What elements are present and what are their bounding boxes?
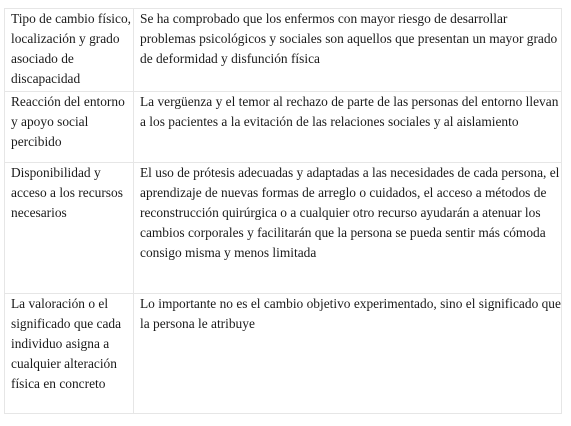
description-cell xyxy=(134,294,562,414)
table-row xyxy=(5,92,562,163)
factor-text: Reacción del entorno y apoyo social percibido xyxy=(11,94,125,149)
description-text: La vergüenza y el temor al rechazo de parte de las personas del entorno llevan a los pacientes a la evitación de las relaciones sociales y al aislamiento xyxy=(140,94,559,129)
description-text: Lo importante no es el cambio objetivo experimentado, sino el significado que la persona le atribuye xyxy=(140,296,561,331)
table-row xyxy=(5,294,562,414)
table-row xyxy=(5,163,562,294)
factor-text: Disponibilidad y acceso a los recursos necesarios xyxy=(11,165,123,220)
factors-table xyxy=(4,8,562,414)
description-cell xyxy=(134,92,562,163)
description-text: Se ha comprobado que los enfermos con mayor riesgo de desarrollar problemas psicológicos y sociales son aquellos que presentan un mayor grado de deformidad y disfunción física xyxy=(140,11,558,66)
factor-cell xyxy=(5,9,134,92)
factor-cell xyxy=(5,92,134,163)
description-cell xyxy=(134,163,562,294)
description-text: El uso de prótesis adecuadas y adaptadas a las necesidades de cada persona, el aprendizaje de nuevas formas de arreglo o cuidados, el acceso a métodos de reconstrucción quirúrgica o a cualquier otro recurso ayudarán a atenuar los cambios corporales y facilitarán que la persona se pueda sentir más cómoda consigo misma y menos limitada xyxy=(140,165,560,260)
factor-cell xyxy=(5,294,134,414)
factor-cell xyxy=(5,163,134,294)
table-row xyxy=(5,9,562,92)
description-cell xyxy=(134,9,562,92)
factor-text: La valoración o el significado que cada individuo asigna a cualquier alteración física en concreto xyxy=(11,296,122,391)
factor-text: Tipo de cambio físico, localización y grado asociado de discapacidad xyxy=(11,11,132,86)
